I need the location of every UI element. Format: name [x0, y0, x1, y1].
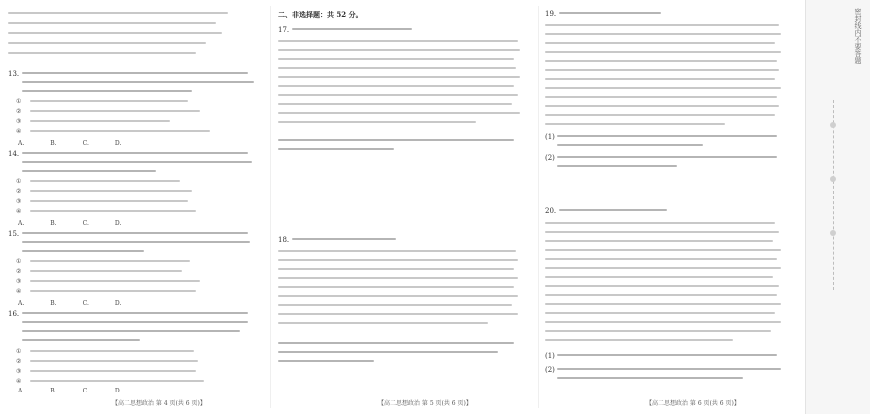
left-question-column: [8, 8, 263, 392]
material-line: [545, 60, 777, 62]
question-stem-line: [22, 241, 250, 243]
prompt-line: [557, 354, 777, 356]
material-line: [278, 49, 520, 51]
option-c: C.: [82, 140, 89, 147]
answer-item-line: [30, 350, 194, 352]
answer-item-line: [30, 110, 200, 112]
option-a: A.: [18, 388, 25, 392]
prompt-1-label: (1): [545, 133, 555, 141]
option-b: B.: [50, 140, 57, 147]
question-stem-line: [292, 28, 412, 30]
material-line: [278, 58, 514, 60]
answer-item-line: [30, 210, 196, 212]
option-a: A.: [18, 300, 25, 307]
page-footer-right: 【高二思想政治 第 6 页(共 6 页)】: [646, 400, 740, 407]
option-b: B.: [50, 220, 57, 227]
question-number: 13.: [8, 70, 20, 78]
material-line: [278, 76, 520, 78]
column-divider-left: [270, 6, 271, 408]
material-line: [545, 33, 781, 35]
text-line: [8, 12, 228, 14]
question-15-header: [8, 230, 252, 254]
question-stem-line: [22, 330, 240, 332]
option-row: [18, 388, 121, 392]
material-line: [545, 303, 781, 305]
option-d: D.: [114, 388, 122, 392]
prompt-line: [557, 144, 703, 146]
prompt-line: [278, 351, 498, 353]
text-line: [8, 32, 222, 34]
option-c: C.: [82, 220, 89, 227]
material-line: [545, 114, 775, 116]
material-line: [545, 105, 779, 107]
material-line: [545, 240, 773, 242]
page-footer-middle: 【高二思想政治 第 5 页(共 6 页)】: [378, 400, 472, 407]
answer-item-line: [30, 380, 204, 382]
material-line: [545, 312, 775, 314]
answer-item-2: ②: [16, 108, 22, 115]
answer-item-line: [30, 270, 182, 272]
question-stem-line: [22, 152, 248, 154]
material-line: [545, 294, 777, 296]
material-line: [278, 40, 518, 42]
question-stem-line: [22, 81, 254, 83]
answer-item-line: [30, 290, 196, 292]
material-line: [545, 258, 777, 260]
answer-item-1: ①: [16, 98, 22, 105]
binding-dot: [830, 230, 836, 236]
answer-item-3: ③: [16, 118, 22, 125]
material-line: [545, 51, 781, 53]
question-stem-line: [22, 72, 248, 74]
option-d: D.: [114, 300, 122, 307]
material-line: [278, 94, 518, 96]
text-line: [8, 42, 206, 44]
answer-item-4: ④: [16, 128, 22, 135]
question-19-header: [545, 10, 779, 20]
option-c: C.: [82, 388, 89, 392]
question-stem-line: [22, 250, 144, 252]
answer-item-line: [30, 360, 198, 362]
answer-item-3: ③: [16, 278, 22, 285]
material-line: [278, 121, 476, 123]
material-line: [545, 339, 733, 341]
material-line: [545, 42, 775, 44]
prompt-line: [557, 377, 743, 379]
question-20-header: [545, 207, 779, 217]
question-stem-line: [22, 170, 156, 172]
middle-question-column: [278, 8, 531, 392]
question-stem-line: [22, 312, 248, 314]
option-d: D.: [114, 220, 122, 227]
option-b: B.: [50, 388, 57, 392]
right-question-column: [545, 8, 793, 392]
answer-item-line: [30, 100, 188, 102]
material-line: [545, 222, 775, 224]
question-number: 15.: [8, 230, 20, 238]
material-line: [278, 103, 512, 105]
prompt-2-label: (2): [545, 154, 555, 162]
answer-item-1: ①: [16, 258, 22, 265]
material-line: [278, 67, 516, 69]
answer-item-line: [30, 260, 190, 262]
prompt-line: [278, 360, 374, 362]
prompt-line: [278, 148, 394, 150]
answer-item-2: ②: [16, 268, 22, 275]
prompt-line: [278, 139, 514, 141]
section-heading: 二、非选择题：共 52 分。: [278, 10, 363, 19]
question-stem-line: [292, 238, 396, 240]
material-line: [545, 267, 781, 269]
material-line: [278, 112, 520, 114]
prompt-line: [557, 368, 781, 370]
option-b: B.: [50, 300, 57, 307]
prompt-4-label: (2): [545, 366, 555, 374]
text-line: [8, 52, 196, 54]
answer-item-line: [30, 180, 180, 182]
material-line: [545, 285, 779, 287]
answer-item-3: ③: [16, 368, 22, 375]
question-number: 18.: [278, 236, 290, 244]
prompt-line: [557, 135, 777, 137]
material-line: [278, 85, 514, 87]
material-line: [545, 78, 775, 80]
material-line: [278, 304, 512, 306]
question-18-header: [278, 236, 518, 246]
option-row: [18, 300, 121, 307]
question-stem-line: [22, 161, 252, 163]
option-a: A.: [18, 140, 25, 147]
question-stem-line: [22, 232, 248, 234]
question-number: 17.: [278, 26, 290, 34]
answer-item-line: [30, 190, 192, 192]
answer-item-line: [30, 120, 170, 122]
question-stem-line: [559, 12, 661, 14]
answer-item-4: ④: [16, 288, 22, 295]
material-line: [278, 250, 516, 252]
question-number: 20.: [545, 207, 557, 215]
option-c: C.: [82, 300, 89, 307]
question-stem-line: [559, 209, 667, 211]
answer-item-line: [30, 370, 196, 372]
option-row: [18, 140, 121, 147]
answer-item-line: [30, 200, 188, 202]
question-stem-line: [22, 321, 248, 323]
material-line: [278, 259, 518, 261]
answer-item-4: ④: [16, 208, 22, 215]
prompt-3-label: (1): [545, 352, 555, 360]
material-line: [545, 276, 773, 278]
material-line: [545, 231, 779, 233]
material-line: [545, 249, 781, 251]
answer-item-3: ③: [16, 198, 22, 205]
binding-margin-label: 密封线内不要答题: [854, 8, 862, 64]
question-stem-line: [22, 339, 140, 341]
question-17-header: [278, 26, 518, 36]
binding-dot: [830, 176, 836, 182]
question-number: 14.: [8, 150, 20, 158]
question-number: 19.: [545, 10, 557, 18]
material-line: [278, 322, 488, 324]
option-a: A.: [18, 220, 25, 227]
answer-item-4: ④: [16, 378, 22, 385]
material-line: [545, 330, 771, 332]
column-divider-right: [538, 6, 539, 408]
binding-margin: [805, 0, 870, 414]
prompt-line: [278, 342, 514, 344]
prompt-line: [557, 165, 677, 167]
material-line: [278, 313, 518, 315]
material-line: [278, 277, 518, 279]
question-number: 16.: [8, 310, 20, 318]
answer-item-line: [30, 280, 200, 282]
answer-item-1: ①: [16, 178, 22, 185]
answer-item-line: [30, 130, 210, 132]
material-line: [545, 69, 779, 71]
material-line: [278, 268, 514, 270]
material-line: [545, 96, 777, 98]
material-line: [545, 87, 781, 89]
option-row: [18, 220, 121, 227]
option-d: D.: [114, 140, 122, 147]
answer-item-2: ②: [16, 358, 22, 365]
material-line: [545, 123, 725, 125]
material-line: [278, 286, 514, 288]
answer-item-2: ②: [16, 188, 22, 195]
question-16-header: [8, 310, 252, 344]
prompt-line: [557, 156, 777, 158]
page-footer-left: 【高二思想政治 第 4 页(共 6 页)】: [112, 400, 206, 407]
answer-item-1: ①: [16, 348, 22, 355]
question-13-header: [8, 70, 252, 94]
text-line: [8, 22, 216, 24]
material-line: [278, 295, 518, 297]
question-stem-line: [22, 90, 192, 92]
binding-line: [833, 100, 834, 290]
question-14-header: [8, 150, 252, 174]
material-line: [545, 24, 779, 26]
material-line: [545, 321, 781, 323]
binding-dot: [830, 122, 836, 128]
